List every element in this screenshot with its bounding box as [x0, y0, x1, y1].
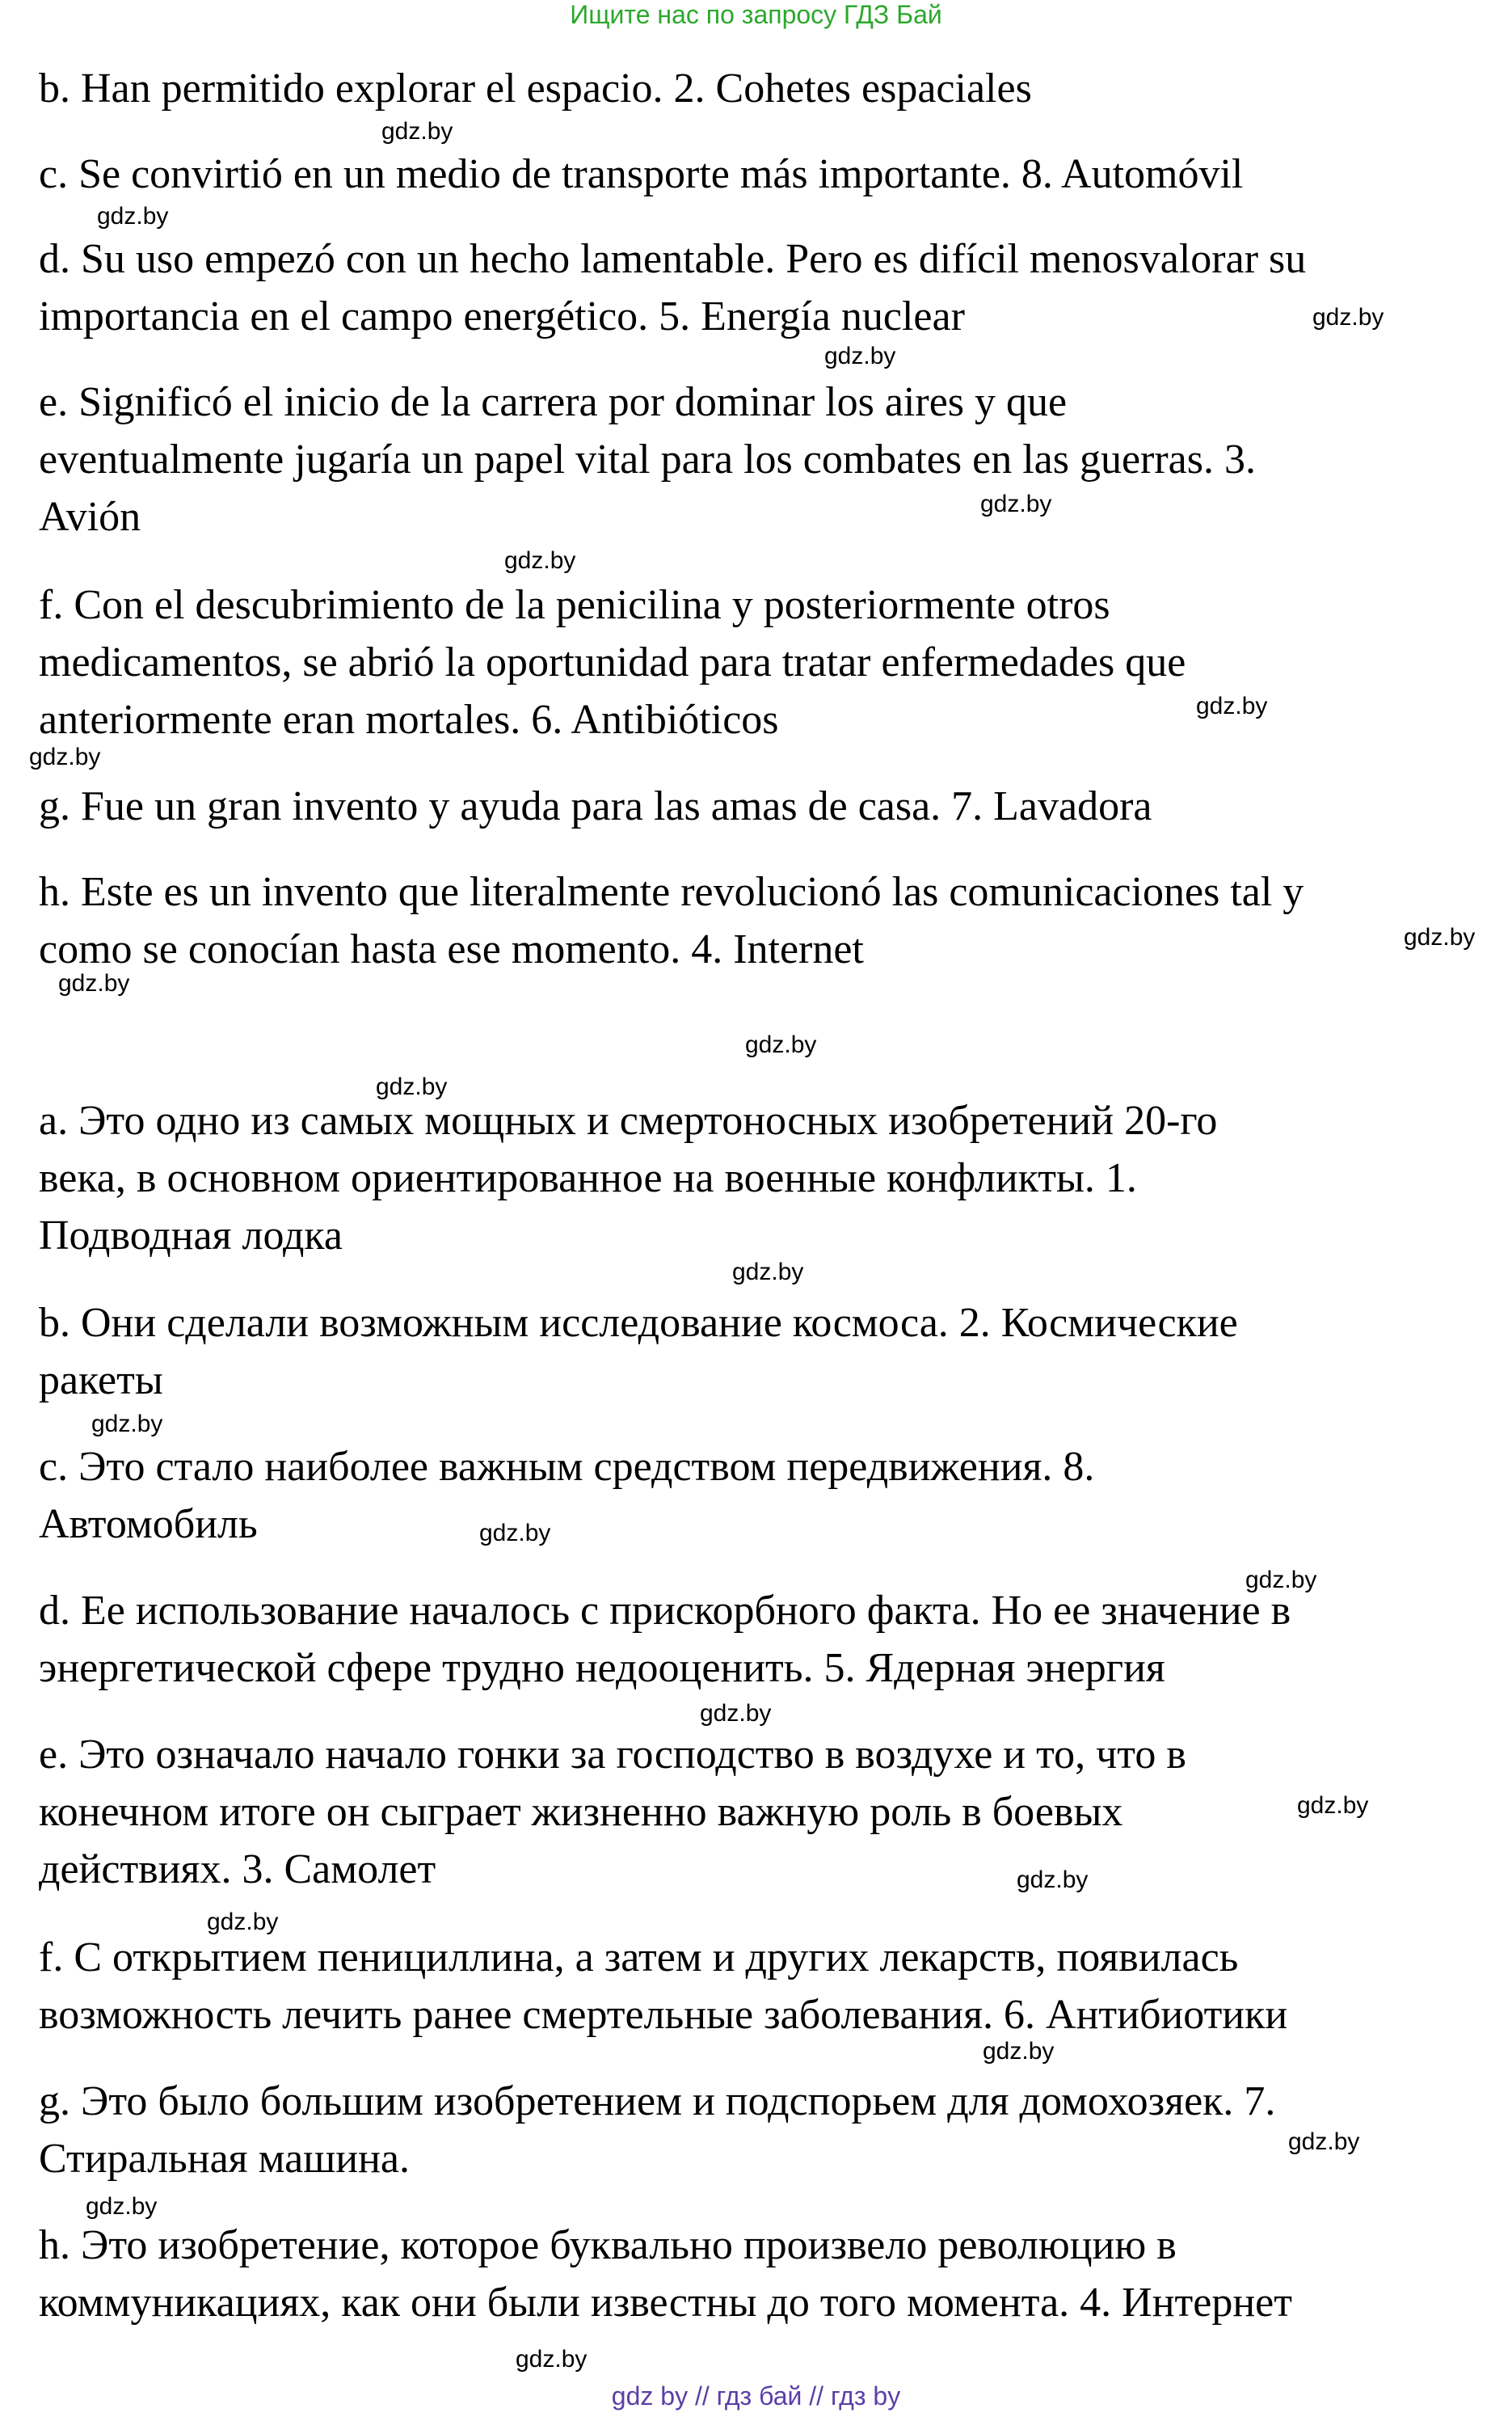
answer-line: medicamentos, se abrió la oportunidad para tratar enfermedades que — [39, 639, 1186, 685]
answer-line: como se conocían hasta ese momento. 4. Internet — [39, 926, 864, 972]
answer-line: a. Это одно из самых мощных и смертоносных изобретений 20-го — [39, 1098, 1218, 1144]
watermark-text: gdz.by — [479, 1520, 551, 1546]
answer-line: Стиральная машина. — [39, 2136, 410, 2182]
watermark-text: gdz.by — [980, 491, 1052, 517]
answer-line: g. Это было большим изобретением и подспорьем для домохозяек. 7. — [39, 2078, 1276, 2124]
watermark-text: gdz.by — [516, 2346, 588, 2373]
answer-line: h. Este es un invento que literalmente revolucionó las comunicaciones tal y — [39, 869, 1304, 915]
watermark-text: gdz.by — [1288, 2128, 1360, 2155]
answer-line: d. Su uso empezó con un hecho lamentable. Pero es difícil menosvalorar su — [39, 236, 1307, 282]
answer-line: anteriormente eran mortales. 6. Antibióticos — [39, 697, 779, 743]
watermark-text: gdz.by — [824, 343, 896, 369]
answer-line: f. Con el descubrimiento de la penicilina y posteriormente otros — [39, 582, 1110, 628]
russian-answer-f — [39, 1929, 1485, 2044]
answer-line: e. Это означало начало гонки за господство в воздухе и то, что в — [39, 1732, 1186, 1778]
answer-line: энергетической сфере трудно недооценить. 5. Ядерная энергия — [39, 1645, 1165, 1691]
watermark-text: gdz.by — [86, 2193, 158, 2220]
watermark-text: gdz.by — [504, 547, 576, 574]
spanish-answer-g — [39, 778, 1485, 835]
spanish-answer-f — [39, 576, 1485, 749]
watermark-text: gdz.by — [381, 118, 453, 145]
answer-line: eventualmente jugaría un papel vital para los combates en las guerras. 3. — [39, 437, 1256, 483]
watermark-text: gdz.by — [1245, 1567, 1317, 1593]
spanish-answer-b — [39, 60, 1485, 117]
spanish-answer-c — [39, 146, 1485, 203]
watermark-text: gdz.by — [91, 1411, 163, 1437]
watermark-text: gdz.by — [745, 1031, 817, 1058]
watermark-text: gdz.by — [207, 1909, 279, 1935]
russian-answer-b — [39, 1294, 1485, 1409]
watermark-text: gdz.by — [1196, 693, 1268, 719]
spanish-answer-h — [39, 863, 1485, 978]
answer-line: Автомобиль — [39, 1501, 258, 1547]
watermark-text: gdz.by — [97, 203, 169, 230]
answer-line: коммуникациях, как они были известны до того момента. 4. Интернет — [39, 2280, 1292, 2326]
watermark-text: gdz.by — [700, 1700, 772, 1727]
spanish-answer-e — [39, 373, 1485, 546]
watermark-text: gdz.by — [1404, 924, 1476, 951]
answer-line: возможность лечить ранее смертельные заболевания. 6. Антибиотики — [39, 1992, 1288, 2038]
watermark-text: gdz.by — [983, 2038, 1055, 2065]
answer-line: d. Ее использование началось с прискорбного факта. Но ее значение в — [39, 1588, 1291, 1634]
answer-line: Avión — [39, 494, 141, 540]
watermark-text: gdz.by — [1017, 1867, 1089, 1893]
russian-answer-h — [39, 2217, 1485, 2331]
russian-answer-e — [39, 1726, 1485, 1898]
answer-line: e. Significó el inicio de la carrera por dominar los aires y que — [39, 379, 1068, 425]
answer-line: c. Это стало наиболее важным средством передвижения. 8. — [39, 1444, 1095, 1490]
watermark-text: gdz.by — [1297, 1792, 1369, 1819]
answer-line: конечном итоге он сыграет жизненно важную роль в боевых — [39, 1789, 1123, 1835]
page-footer-links[interactable]: gdz by // гдз бай // гдз by — [611, 2381, 901, 2411]
answer-line: ракеты — [39, 1357, 163, 1403]
watermark-text: gdz.by — [376, 1074, 448, 1100]
answer-line: действиях. 3. Самолет — [39, 1846, 436, 1892]
watermark-text: gdz.by — [29, 744, 101, 770]
watermark-text: gdz.by — [732, 1259, 804, 1285]
russian-answer-g — [39, 2073, 1485, 2187]
russian-answer-c — [39, 1438, 1485, 1553]
russian-answer-a — [39, 1092, 1485, 1264]
spanish-answer-d — [39, 230, 1485, 345]
answer-line: h. Это изобретение, которое буквально произвело революцию в — [39, 2222, 1177, 2268]
answer-line: importancia en el campo energético. 5. Energía nuclear — [39, 293, 965, 340]
answer-line: g. Fue un gran invento y ayuda para las amas de casa. 7. Lavadora — [39, 783, 1152, 829]
answer-line: f. С открытием пенициллина, а затем и других лекарств, появилась — [39, 1934, 1239, 1980]
answer-line: c. Se convirtió en un medio de transporte más importante. 8. Automóvil — [39, 151, 1244, 197]
answer-line: b. Han permitido explorar el espacio. 2. Cohetes espaciales — [39, 65, 1032, 112]
answer-line: b. Они сделали возможным исследование космоса. 2. Космические — [39, 1300, 1238, 1346]
russian-answer-d — [39, 1582, 1485, 1697]
watermark-text: gdz.by — [1312, 304, 1384, 331]
answer-line: Подводная лодка — [39, 1213, 343, 1259]
answer-line: века, в основном ориентированное на военные конфликты. 1. — [39, 1155, 1137, 1201]
watermark-text: gdz.by — [58, 970, 130, 997]
page-header-link[interactable]: Ищите нас по запросу ГДЗ Бай — [570, 0, 942, 29]
